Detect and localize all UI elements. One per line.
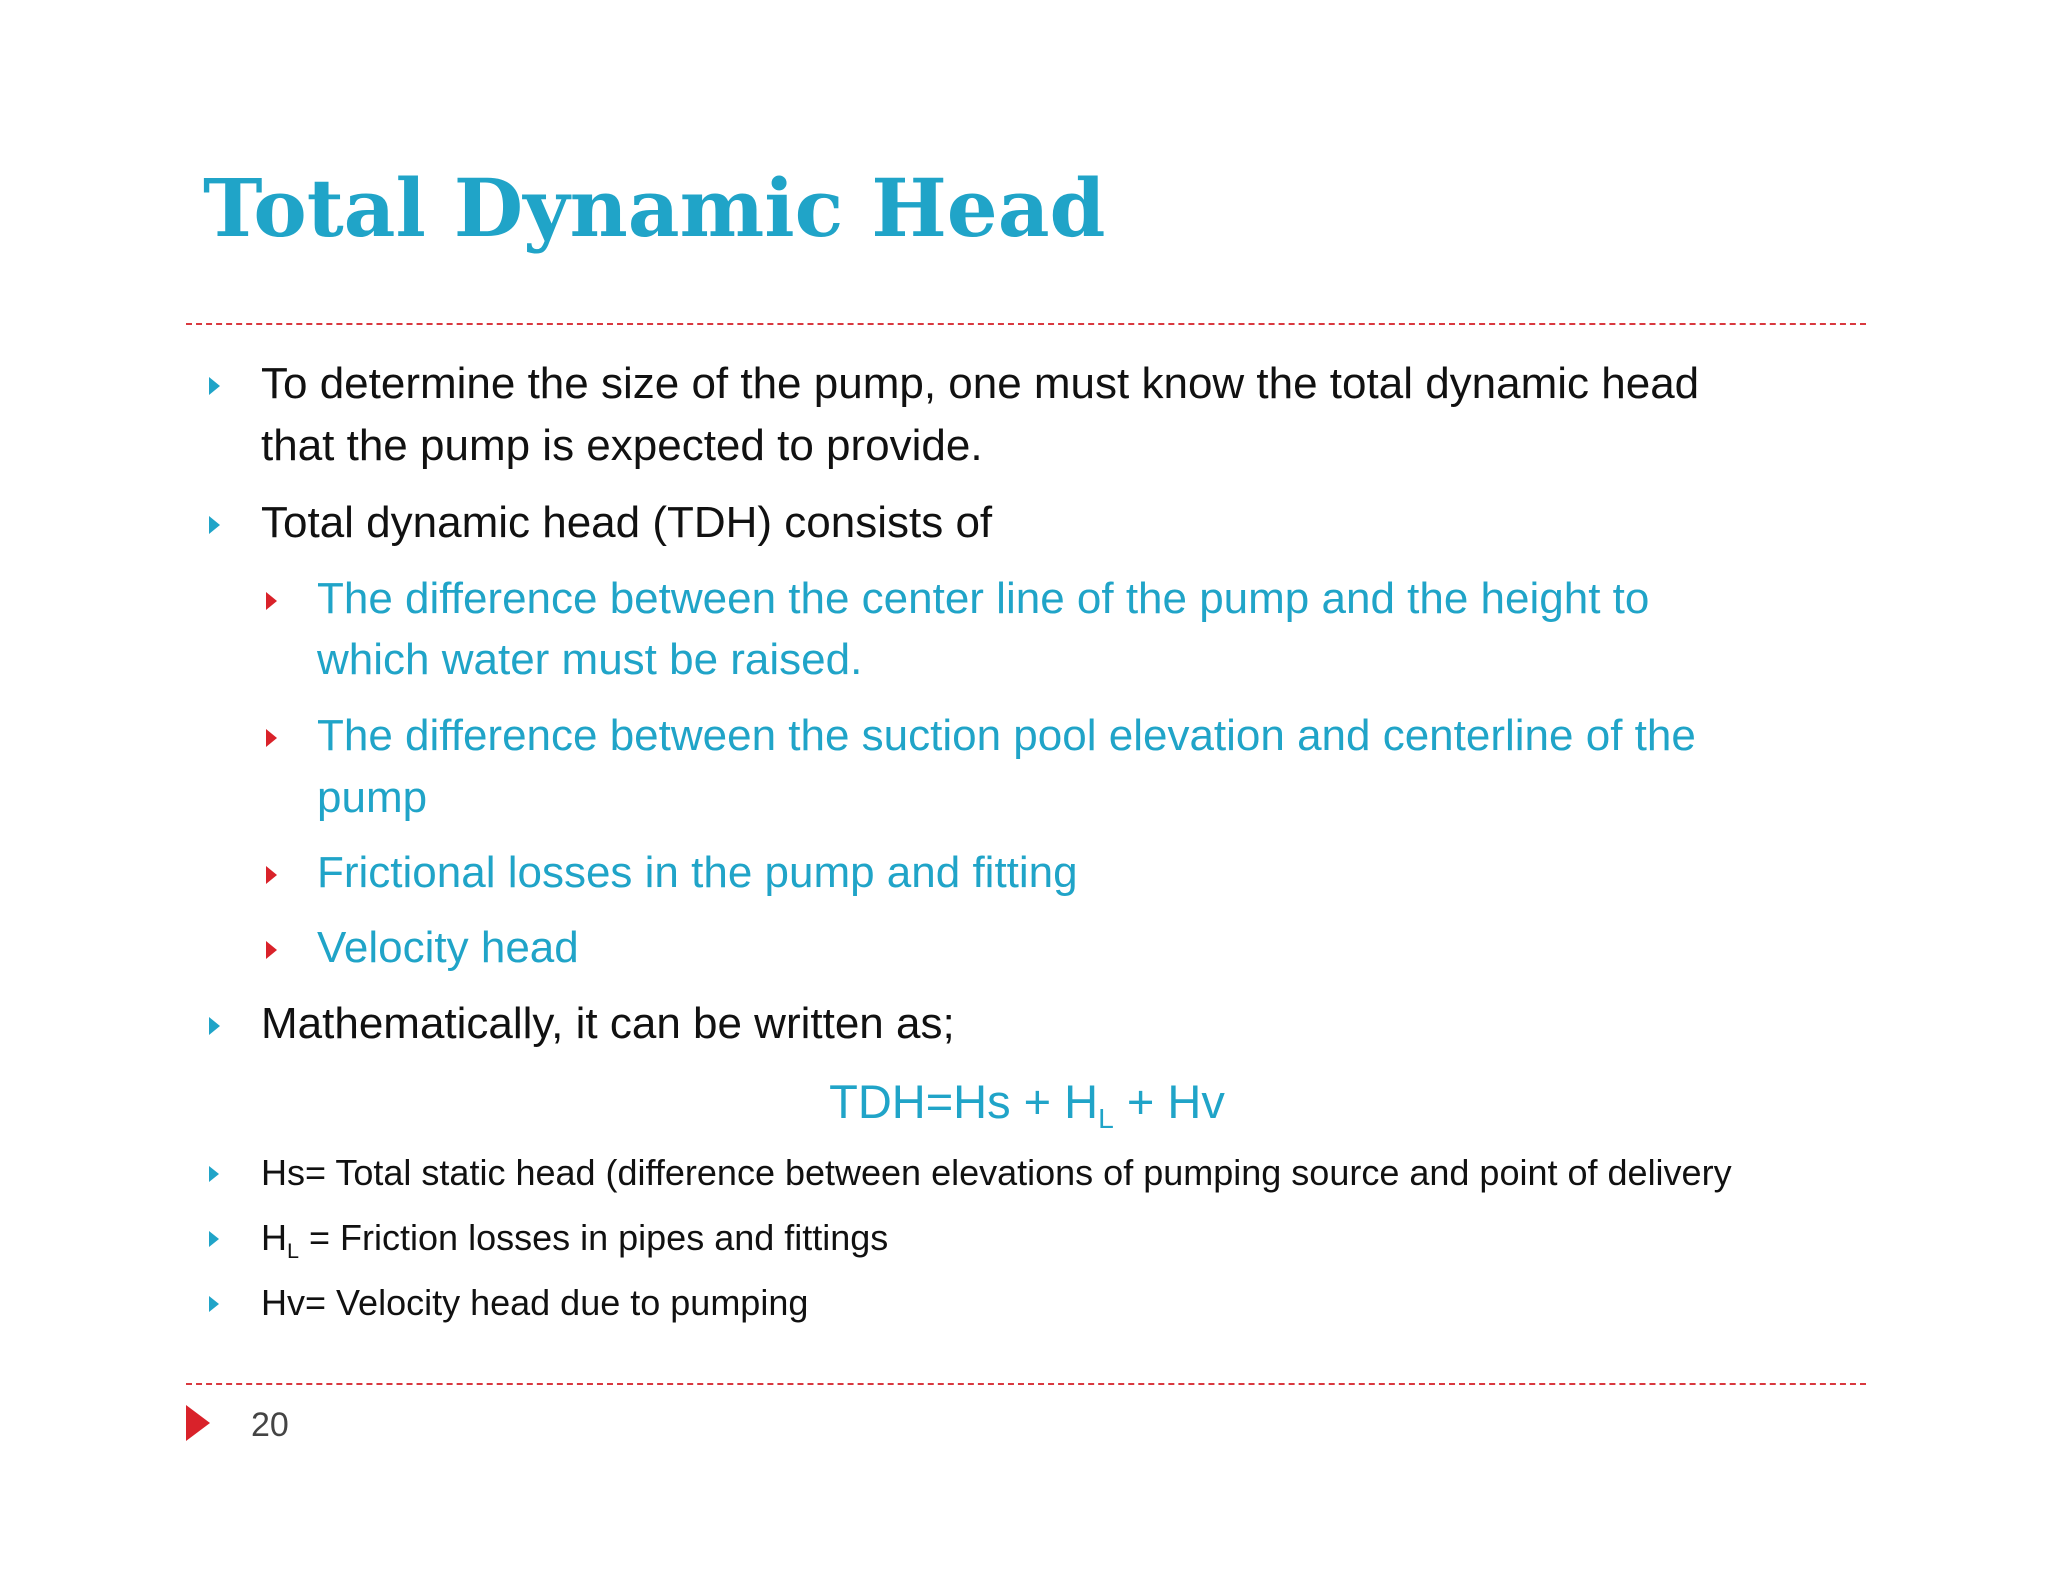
equation-prefix: TDH=Hs + H — [829, 1075, 1099, 1128]
definition-text: Hv= Velocity head due to pumping — [261, 1282, 809, 1323]
bullet-text-line: Mathematically, it can be written as; — [261, 999, 955, 1048]
sub-bullet-text-line: pump — [317, 773, 428, 822]
triangle-right-icon — [209, 1166, 219, 1182]
triangle-right-icon — [209, 516, 220, 534]
sub-bullet-text-line: The difference between the suction pool elevation and centerline of the — [317, 711, 1696, 760]
tdh-equation — [0, 1070, 2048, 1140]
sub-bullet-text-line: which water must be raised. — [317, 635, 863, 684]
triangle-right-red-icon — [186, 1405, 210, 1441]
bullet-text-line: Total dynamic head (TDH) consists of — [261, 498, 993, 547]
triangle-right-icon — [209, 1017, 220, 1035]
top-divider — [186, 323, 1866, 325]
sub-bullet-text-line: Velocity head — [317, 923, 579, 972]
triangle-right-icon — [209, 377, 220, 395]
triangle-right-icon — [209, 1231, 219, 1247]
triangle-right-icon — [209, 1296, 219, 1312]
triangle-right-red-icon — [266, 592, 277, 610]
equation-subscript: L — [1098, 1101, 1114, 1134]
definition-text — [261, 1213, 888, 1268]
triangle-right-red-icon — [266, 866, 277, 884]
sub-bullet-text-line: The difference between the center line of the pump and the height to — [317, 574, 1650, 623]
bullet-text-line: that the pump is expected to provide. — [261, 421, 983, 470]
bullet-text-line: To determine the size of the pump, one must know the total dynamic head — [261, 359, 1700, 408]
definition-symbol: H — [261, 1217, 287, 1258]
equation-suffix: + Hv — [1113, 1075, 1225, 1128]
page-number: 20 — [251, 1406, 289, 1444]
triangle-right-red-icon — [266, 941, 277, 959]
bottom-divider — [186, 1383, 1866, 1385]
definition-subscript: L — [287, 1237, 300, 1263]
triangle-right-red-icon — [266, 729, 277, 747]
equation-text — [829, 1070, 1225, 1140]
slide-title: Total Dynamic Head — [203, 161, 1106, 255]
sub-bullet-text-line: Frictional losses in the pump and fitting — [317, 848, 1078, 897]
definition-text: Hs= Total static head (difference between elevations of pumping source and point of delivery — [261, 1152, 1732, 1193]
definition-body: = Friction losses in pipes and fittings — [299, 1217, 889, 1258]
